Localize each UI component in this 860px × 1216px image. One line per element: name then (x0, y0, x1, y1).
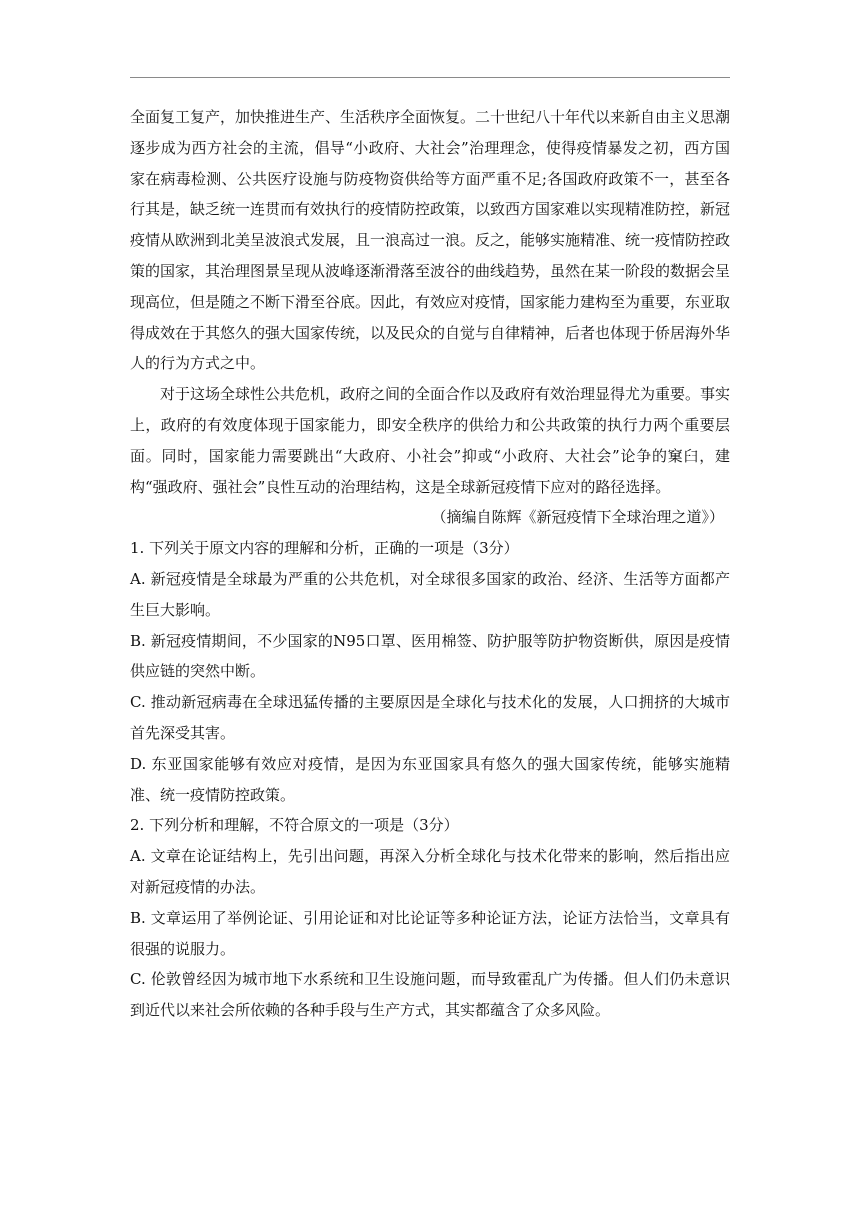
question-2-option-c: C. 伦敦曾经因为城市地下水系统和卫生设施问题，而导致霍乱广为传播。但人们仍未意识到近代以来社会所依赖的各种手段与生产方式，其实都蕴含了众多风险。 (130, 970, 730, 1020)
header-rule (130, 77, 730, 78)
question-1-option-b: B. 新冠疫情期间，不少国家的N95口罩、医用棉签、防护服等防护物资断供，原因是疫情供应链的突然中断。 (130, 631, 730, 681)
passage-paragraph-2: 对于这场全球性公共危机，政府之间的全面合作以及政府有效治理显得尤为重要。事实上，政府的有效度体现于国家能力，即安全秩序的供给力和公共政策的执行力两个重要层面。同时，国家能力需要跳出“大政府、小社会”抑或“小政府、大社会”论争的窠臼，建构“强政府、强社会”良性互动的治理结构，这是全球新冠疫情下应对的路径选择。 (130, 385, 731, 496)
source-citation: （摘编自陈辉《新冠疫情下全球治理之道》） (431, 508, 724, 527)
question-2-stem: 2. 下列分析和理解，不符合原文的一项是（3分） (130, 816, 459, 835)
passage-paragraph-1: 全面复工复产，加快推进生产、生活秩序全面恢复。二十世纪八十年代以来新自由主义思潮逐步成为西方社会的主流，倡导“小政府、大社会”治理理念，使得疫情暴发之初，西方国家在病毒检测、公共医疗设施与防疫物资供给等方面严重不足;各国政府政策不一，甚至各行其是，缺乏统一连贯而有效执行的疫情防控政策，以致西方国家难以实现精准防控，新冠疫情从欧洲到北美呈波浪式发展，且一浪高过一浪。反之，能够实施精准、统一疫情防控政策的国家，其治理图景呈现从波峰逐渐滑落至波谷的曲线趋势，虽然在某一阶段的数据会呈现高位，但是随之不断下滑至谷底。因此，有效应对疫情，国家能力建构至为重要，东亚取得成效在于其悠久的强大国家传统，以及民众的自觉与自律精神，后者也体现于侨居海外华人的行为方式之中。 (130, 108, 731, 373)
question-2-option-b: B. 文章运用了举例论证、引用论证和对比论证等多种论证方法，论证方法恰当，文章具有很强的说服力。 (130, 908, 730, 958)
question-1-option-c: C. 推动新冠病毒在全球迅猛传播的主要原因是全球化与技术化的发展，人口拥挤的大城市首先深受其害。 (130, 693, 730, 742)
question-1-option-d: D. 东亚国家能够有效应对疫情，是因为东亚国家具有悠久的强大国家传统，能够实施精准、统一疫情防控政策。 (130, 754, 730, 804)
document-body (130, 102, 730, 1026)
question-1-option-a: A. 新冠疫情是全球最为严重的公共危机，对全球很多国家的政治、经济、生活等方面都产生巨大影响。 (130, 569, 730, 619)
question-2-option-a: A. 文章在论证结构上，先引出问题，再深入分析全球化与技术化带来的影响，然后指出应对新冠疫情的办法。 (130, 847, 730, 896)
question-1-stem: 1. 下列关于原文内容的理解和分析，正确的一项是（3分） (130, 539, 519, 558)
